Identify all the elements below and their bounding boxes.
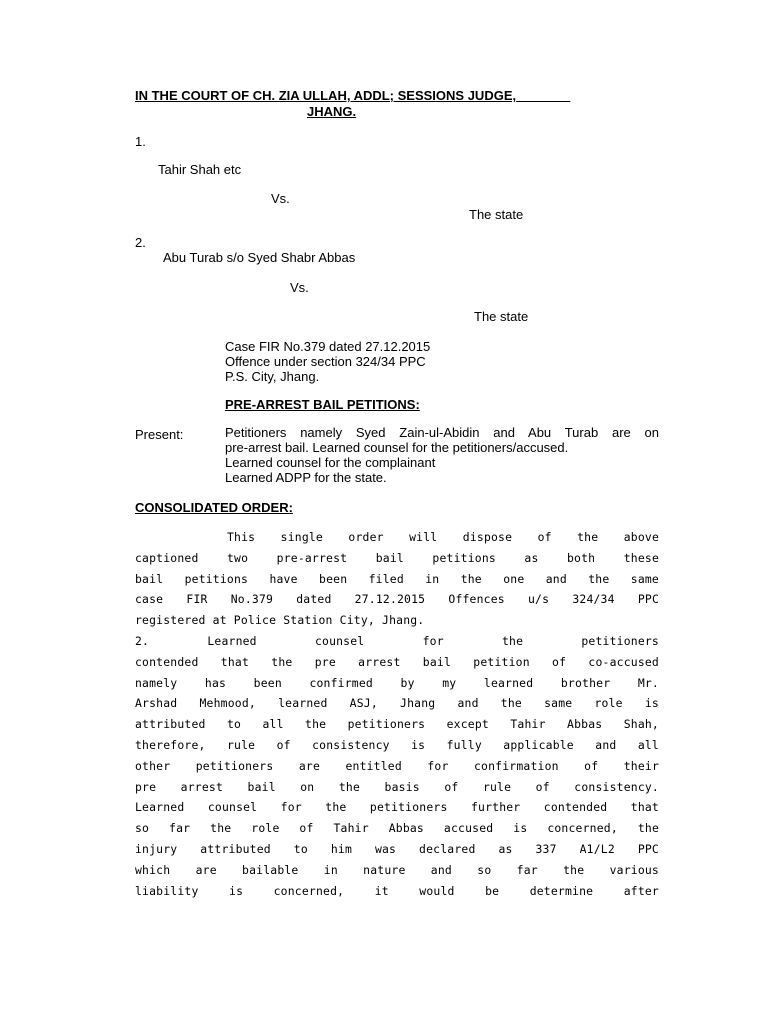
- paragraph-line: This single order will dispose of the above: [227, 530, 659, 544]
- petitions-heading: PRE-ARREST BAIL PETITIONS:: [225, 397, 420, 412]
- paragraph-line: pre arrest bail on the basis of rule of consistency.: [135, 779, 659, 794]
- order-heading: CONSOLIDATED ORDER:: [135, 500, 293, 515]
- present-label: Present:: [135, 427, 184, 442]
- case-offence-line: Offence under section 324/34 PPC: [225, 354, 426, 369]
- paragraph-line: contended that the pre arrest bail petition of co-accused: [135, 654, 659, 669]
- present-line: pre-arrest bail. Learned counsel for the petitioners/accused.: [225, 440, 569, 455]
- present-line: Learned counsel for the complainant: [225, 455, 436, 470]
- paragraph-line: therefore, rule of consistency is fully applicable and all: [135, 737, 659, 752]
- paragraph-line: namely has been confirmed by my learned brother Mr.: [135, 675, 659, 690]
- paragraph-line: captioned two pre-arrest bail petitions as both these: [135, 550, 659, 565]
- court-title-city: JHANG.: [307, 104, 357, 119]
- case-1-vs: Vs.: [271, 191, 290, 206]
- present-line: Petitioners namely Syed Zain-ul-Abidin and Abu Turab are on: [225, 425, 659, 440]
- paragraph-line: 2. Learned counsel for the petitioners: [135, 634, 659, 648]
- case-2-petitioner: Abu Turab s/o Syed Shabr Abbas: [163, 250, 356, 265]
- paragraph-line: Arshad Mehmood, learned ASJ, Jhang and the same role is: [135, 696, 659, 711]
- paragraph-line: attributed to all the petitioners except Tahir Abbas Shah,: [135, 717, 659, 732]
- court-title-line2: [307, 104, 356, 120]
- paragraph-line: case FIR No.379 dated 27.12.2015 Offences u/s 324/34 PPC: [135, 592, 659, 607]
- paragraph-line: other petitioners are entitled for confirmation of their: [135, 758, 659, 773]
- paragraph-line: bail petitions have been filed in the one and the same: [135, 571, 659, 586]
- paragraph-line: so far the role of Tahir Abbas accused is concerned, the: [135, 821, 659, 836]
- court-title-underline-tail: [516, 88, 570, 103]
- case-1-respondent: The state: [469, 207, 524, 222]
- court-title-text: IN THE COURT OF CH. ZIA ULLAH, ADDL; SESSIONS JUDGE,: [135, 88, 517, 103]
- paragraph-1: [135, 527, 659, 631]
- case-1-petitioner: Tahir Shah etc: [158, 162, 242, 177]
- court-title-line1: [135, 88, 570, 104]
- case-2-number: 2.: [135, 235, 146, 250]
- paragraph-line: injury attributed to him was declared as 337 A1/L2 PPC: [135, 841, 659, 856]
- case-fir-line: Case FIR No.379 dated 27.12.2015: [225, 339, 431, 354]
- paragraph-line: registered at Police Station City, Jhang.: [135, 613, 425, 628]
- paragraph-line: Learned counsel for the petitioners further contended that: [135, 800, 659, 815]
- case-station-line: P.S. City, Jhang.: [225, 369, 320, 384]
- present-line: Learned ADPP for the state.: [225, 470, 387, 485]
- present-list: [225, 425, 659, 485]
- paragraph-2: [135, 631, 659, 901]
- paragraph-line: liability is concerned, it would be determine after: [135, 883, 659, 898]
- case-2-vs: Vs.: [290, 280, 309, 295]
- paragraph-line: which are bailable in nature and so far the various: [135, 862, 659, 877]
- case-2-respondent: The state: [474, 309, 529, 324]
- case-1-number: 1.: [135, 134, 146, 149]
